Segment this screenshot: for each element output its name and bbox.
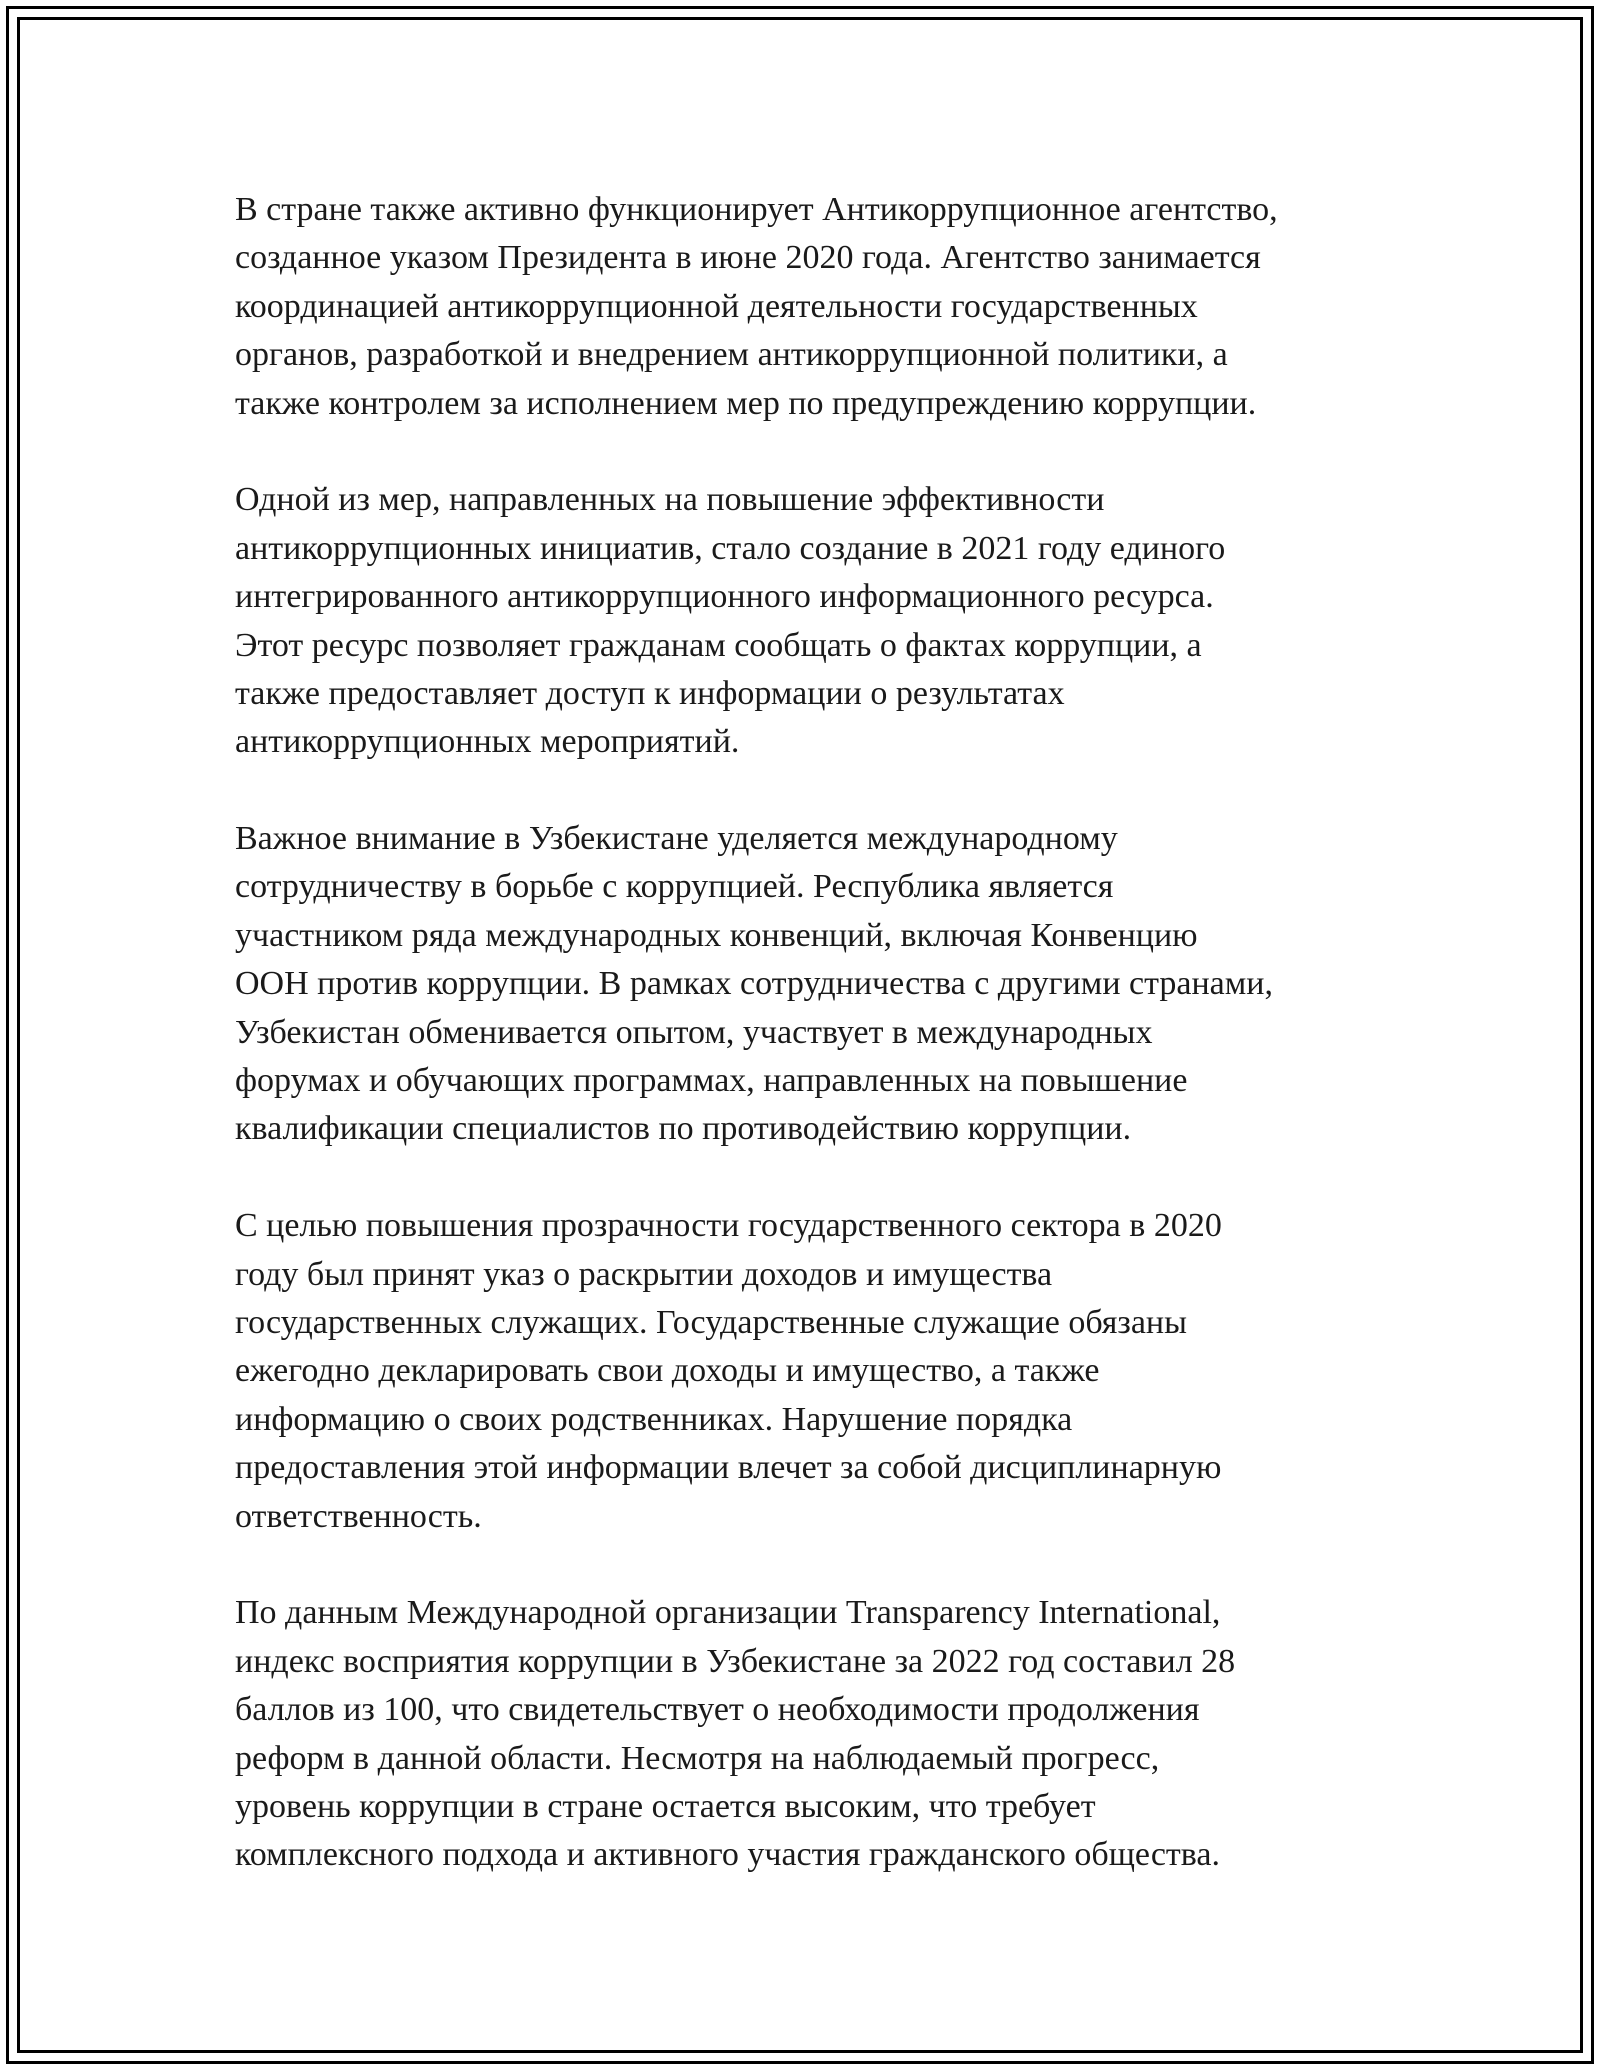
text-line: также контролем за исполнением мер по предупреждению коррупции. [235, 384, 1257, 422]
paragraph-agency [235, 186, 1385, 428]
text-line: В стране также активно функционирует Антикоррупционное агентство, [235, 191, 1278, 228]
text-line: баллов из 100, что свидетельствует о необходимости продолжения [235, 1691, 1200, 1729]
text-line: Важное внимание в Узбекистане уделяется международному [235, 820, 1118, 858]
paragraph-income-disclosure [235, 1202, 1385, 1541]
text-line: антикоррупционных мероприятий. [235, 723, 740, 761]
text-line: созданное указом Президента в июне 2020 года. Агентство занимается [235, 239, 1261, 277]
text-line: сотрудничеству в борьбе с коррупцией. Республика является [235, 868, 1114, 906]
text-line: квалификации специалистов по противодействию коррупции. [235, 1110, 1132, 1148]
paragraph-international-cooperation [235, 815, 1385, 1154]
text-line: Этот ресурс позволяет гражданам сообщать о фактах коррупции, а [235, 626, 1202, 664]
text-line: Узбекистан обменивается опытом, участвует в международных [235, 1013, 1153, 1051]
text-line: ООН против коррупции. В рамках сотрудничества с другими странами, [235, 965, 1273, 1003]
document-body [235, 186, 1385, 1928]
text-line: информацию о своих родственниках. Нарушение порядка [235, 1400, 1073, 1438]
text-line: ежегодно декларировать свои доходы и имущество, а также [235, 1352, 1100, 1390]
text-line: координацией антикоррупционной деятельности государственных [235, 287, 1198, 325]
text-line: интегрированного антикоррупционного информационного ресурса. [235, 578, 1214, 616]
text-line: уровень коррупции в стране остается высоким, что требует [235, 1787, 1096, 1825]
paragraph-info-resource [235, 476, 1385, 766]
text-line: форумах и обучающих программах, направленных на повышение [235, 1062, 1188, 1100]
text-line: Одной из мер, направленных на повышение эффективности [235, 481, 1105, 519]
text-line: также предоставляет доступ к информации о результатах [235, 674, 1065, 712]
text-line: реформ в данной области. Несмотря на наблюдаемый прогресс, [235, 1739, 1160, 1777]
paragraph-transparency-index [235, 1589, 1385, 1879]
text-line: предоставления этой информации влечет за собой дисциплинарную [235, 1449, 1222, 1487]
text-line: По данным Международной организации Transparency International, [235, 1594, 1221, 1632]
text-line: ответственность. [235, 1497, 482, 1535]
text-line: антикоррупционных инициатив, стало создание в 2021 году единого [235, 529, 1226, 567]
text-line: участником ряда международных конвенций, включая Конвенцию [235, 916, 1198, 954]
text-line: С целью повышения прозрачности государственного сектора в 2020 [235, 1207, 1222, 1245]
text-line: государственных служащих. Государственные служащие обязаны [235, 1303, 1187, 1341]
text-line: индекс восприятия коррупции в Узбекистане за 2022 год составил 28 [235, 1642, 1236, 1680]
text-line: комплексного подхода и активного участия гражданского общества. [235, 1836, 1220, 1874]
text-line: году был принят указ о раскрытии доходов и имущества [235, 1255, 1053, 1293]
text-line: органов, разработкой и внедрением антикоррупционной политики, а [235, 336, 1228, 374]
